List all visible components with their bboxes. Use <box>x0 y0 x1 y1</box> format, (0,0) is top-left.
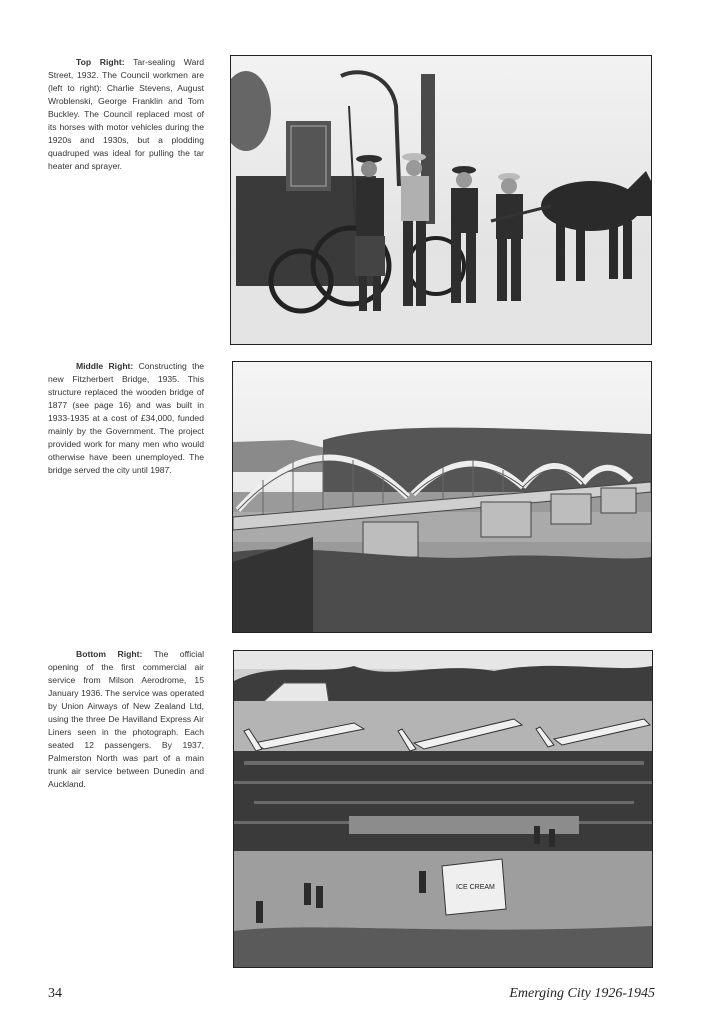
caption-text: The official opening of the first commercial air service from Milson Aerodrome, 15 January 1936. The service was operated by Union Airways of New Zealand Ltd, using the three De Havilland Express Air Liners seen in the photograph. Each seated 12 passengers. By 1937, Palmerston North was part of a main trunk air service between Dunedin and Auckland. <box>48 649 205 789</box>
photo-fitzherbert-bridge <box>232 361 652 633</box>
caption-bottom-right <box>48 648 204 791</box>
caption-top-right <box>48 56 204 173</box>
caption-label: Top Right: <box>76 57 125 67</box>
caption-middle-right <box>48 360 204 477</box>
photo-tar-sealing <box>230 55 652 345</box>
photo-milson-aerodrome <box>233 650 653 968</box>
caption-label: Middle Right: <box>76 361 134 371</box>
ice-cream-sign: ICE CREAM <box>456 884 495 891</box>
page-number: 34 <box>48 986 62 1001</box>
chapter-title: Emerging City 1926-1945 <box>509 986 655 1001</box>
caption-label: Bottom Right: <box>76 649 143 659</box>
caption-text: Tar-sealing Ward Street, 1932. The Council workmen are (left to right): Charlie Stevens, August Wroblenski, George Franklin and Tom Buckley. The Council replaced most of its horses with motor vehicles during the 1920s and 1930s, but a plodding quadruped was ideal for pulling the tar heater and sprayer. <box>48 57 204 171</box>
caption-text: Constructing the new Fitzherbert Bridge, 1935. This structure replaced the wooden bridge of 1877 (see page 16) and was built in 1933-1935 at a cost of £34,000, funded mainly by the Government. The project provided work for many men who would otherwise have been unemployed. The bridge served the city until 1987. <box>48 361 205 475</box>
